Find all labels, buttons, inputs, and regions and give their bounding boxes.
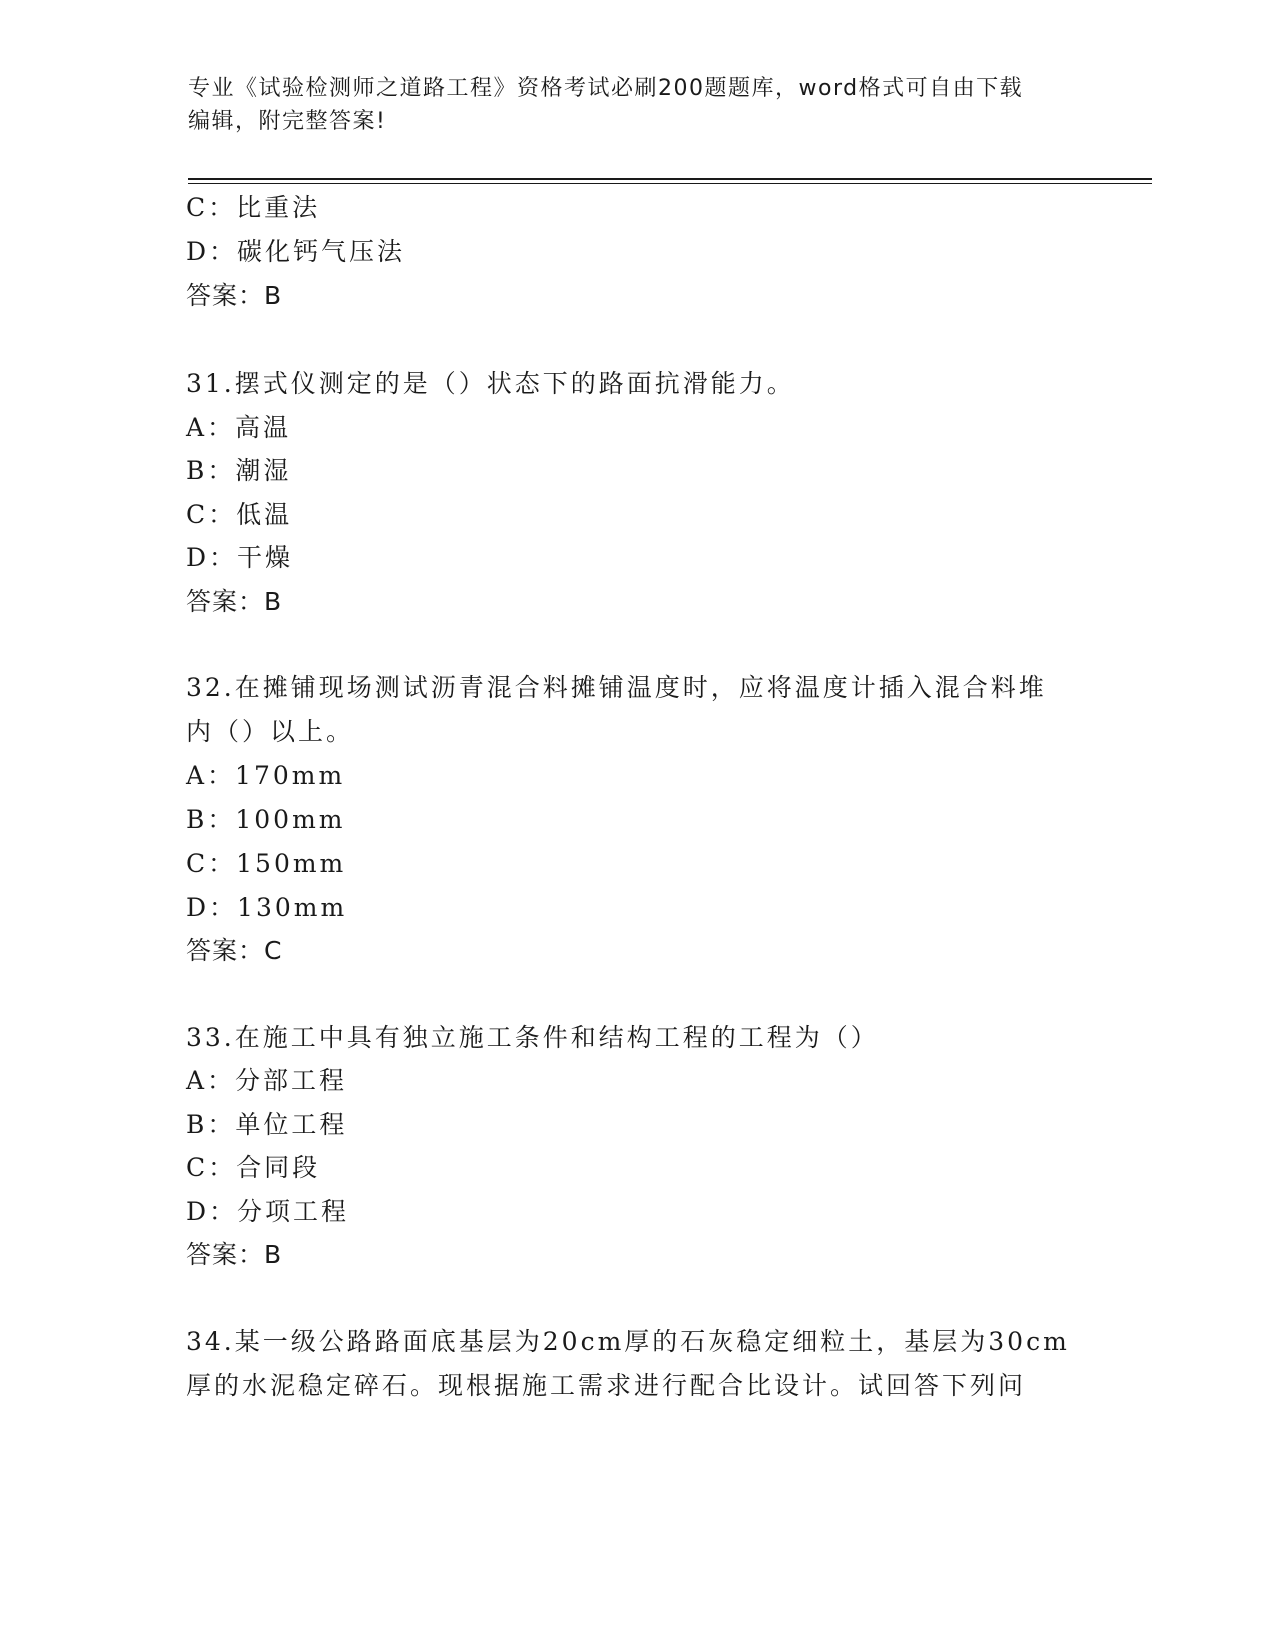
option-a: A：170mm [186,761,346,790]
answer-label: 答案：B [186,1240,283,1269]
answer-label: 答案：C [186,936,283,965]
question-stem: 31.摆式仪测定的是（）状态下的路面抗滑能力。 [186,369,795,398]
header-divider-thick [188,178,1152,180]
option-c: C：低温 [186,500,293,529]
option-a: A：高温 [186,413,292,442]
question-stem: 33.在施工中具有独立施工条件和结构工程的工程为（） [186,1023,879,1052]
question-stem: 32.在摊铺现场测试沥青混合料摊铺温度时，应将温度计插入混合料堆 [186,673,1047,702]
option-b: B：潮湿 [186,456,292,485]
header-divider-thin [188,183,1152,184]
option-c: C：比重法 [186,193,321,222]
option-d: D：碳化钙气压法 [186,237,406,266]
document-header [188,72,1088,138]
option-d: D：分项工程 [186,1197,350,1226]
question-stem-continued: 厚的水泥稳定碎石。现根据施工需求进行配合比设计。试回答下列问 [186,1371,1027,1400]
option-c: C：合同段 [186,1153,321,1182]
option-d: D：干燥 [186,543,294,572]
answer-label: 答案：B [186,281,283,310]
header-line-2: 编辑，附完整答案! [188,109,387,134]
option-b: B：100mm [186,805,346,834]
option-d: D：130mm [186,893,348,922]
option-a: A：分部工程 [186,1066,348,1095]
question-stem: 34.某一级公路路面底基层为20cm厚的石灰稳定细粒土，基层为30cm [186,1327,1070,1356]
question-stem-continued: 内（）以上。 [186,717,355,746]
header-line-1: 专业《试验检测师之道路工程》资格考试必刷200题题库，word格式可自由下载 [188,76,1024,101]
option-c: C：150mm [186,849,347,878]
option-b: B：单位工程 [186,1110,348,1139]
answer-label: 答案：B [186,587,283,616]
